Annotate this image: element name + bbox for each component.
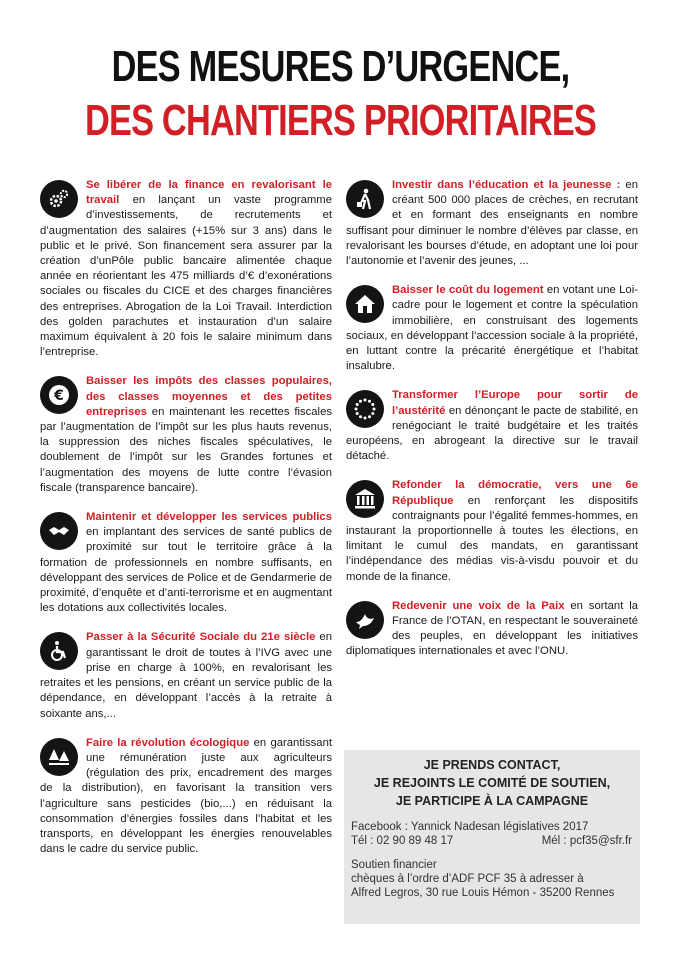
handshake-icon (40, 512, 78, 550)
contact-panel (344, 750, 640, 924)
measure-title: Refonder la démocratie, vers une 6e République (392, 479, 638, 507)
measure-text: en renforçant les dispositifs contraignants pour l’égalité femmes-hommes, en instaurant la proportionnelle à toutes les élections, en limitant le cumul des mandats, en garantissant l’indépendance des médias vis-à-visdu pouvoir et du monde de la finance. (346, 494, 638, 583)
email: Mél : pcf35@sfr.fr (541, 835, 632, 847)
measure-education (346, 178, 638, 269)
measure-text: en dénonçant le pacte de stabilité, en renégociant le traité budgétaire et les traités européens, en abrogeant la directive sur le travail détaché. (346, 404, 638, 463)
right-column (346, 178, 638, 674)
institution-icon (346, 480, 384, 518)
measure-text: en maintenant les recettes fiscales par l’augmentation de l’impôt sur les plus hauts revenus, la suppression des niches fiscales spéculatives, le doublement de l’impôt sur les Grandes fortunes et l’augmentation des moyens de lutte contre l’évasion fiscale (transparence bancaire). (40, 405, 332, 494)
trees-icon (40, 738, 78, 776)
contact-heading-2: JE REJOINTS LE COMITÉ DE SOUTIEN, (373, 776, 611, 790)
phone-mail-row (344, 834, 640, 848)
dove-icon (346, 601, 384, 639)
measure-finance (40, 178, 332, 360)
gears-icon (40, 180, 78, 218)
measure-text: en garantissant le droit de toutes à l’IVG avec une prise en charge à 100%, en revalorisant les retraites et les pensions, en créant un service public de la dépendance, en développant l’accès à la retraite à soixante ans,... (40, 631, 332, 720)
measure-text: en créant 500 000 places de crèches, en recrutant et en formant des enseignants en nombre suffisant pour diminuer le nombre d’élèves par classe, en revalorisant les bourses d’étude, en adoptant une loi pour l’autonomie et l’avenir des jeunes, ... (346, 179, 638, 268)
measure-title: Se libérer de la finance en revalorisant le travail (86, 179, 332, 207)
measure-text: en garantissant une rémunération juste aux agriculteurs (régulation des prix, encadrement des marges de la distribution), en favorisant la transition vers l’agriculture sans pesticides (bio,...) en réduisant la consommation d’énergies fossiles dans l’habitat et les transports, en développant les énergies renouvelables dans le cadre du service public. (40, 736, 332, 856)
measure-text: en lançant un vaste programme d’investissements, de recrutements et d’augmentation des salaires (+15% sur 3 ans) dans le public et le privé. Son financement sera assurer par la création d’unPôle public bancaire alimentée chaque année en réorientant les 475 milliards d’€ d’exonérations sociales ou fiscales du CICE et des charges financières des entreprises. Abrogation de la Loi Travail. Interdiction des golden parachutes et instauration d’un salaire maximum équivalent à 20 fois le salaire minimum dans l’entreprise. (40, 194, 332, 359)
measure-peace (346, 599, 638, 660)
house-icon (346, 285, 384, 323)
donation-heading: Soutien financier (351, 859, 437, 871)
student-icon (346, 180, 384, 218)
measure-social-security (40, 630, 332, 721)
phone: Tél : 02 90 89 48 17 (351, 835, 454, 847)
measure-title: Passer à la Sécurité Sociale du 21e siècle (86, 631, 316, 644)
contact-heading-3: JE PARTICIPE À LA CAMPAGNE (395, 794, 589, 808)
wheelchair-icon (40, 632, 78, 670)
measure-title: Faire la révolution écologique (86, 736, 250, 749)
donation-instructions: chèques à l’ordre d’ADF PCF 35 à adresser à (351, 873, 584, 885)
euro-icon (40, 376, 78, 414)
measure-text: en implantant des services de santé publics de proximité sur tout le territoire grâce à la formation de professionnels en nombre suffisants, en développant des services de Police et de Gendarmerie de proximité, d’enquête et d’anti-terrorisme et en augmentant les dotations aux collectivités locales. (40, 526, 332, 615)
left-column (40, 178, 332, 871)
measure-title: Redevenir une voix de la Paix (392, 599, 565, 612)
measure-title: Baisser les impôts des classes populaires, des classes moyennes et des petites entreprises (86, 375, 332, 418)
measure-public-services (40, 510, 332, 616)
measure-text: en sortant la France de l’OTAN, en respectant le souveraineté des peuples, en développant les initiatives diplomatiques internationales et avec l’ONU. (346, 599, 638, 658)
headline-line-1: DES MESURES D’URGENCE, (111, 42, 570, 91)
eu-stars-icon (346, 390, 384, 428)
measure-housing (346, 283, 638, 374)
headline-line-2: DES CHANTIERS PRIORITAIRES (84, 96, 597, 145)
measure-title: Transformer l’Europe pour sortir de l’austérité (392, 389, 638, 417)
measure-title: Maintenir et développer les services publics (86, 511, 332, 524)
measure-ecology (40, 736, 332, 858)
measure-title: Baisser le coût du logement (392, 284, 544, 297)
contact-heading (344, 750, 640, 810)
measure-europe (346, 388, 638, 464)
donation-address: Alfred Legros, 30 rue Louis Hémon - 35200 Rennes (351, 887, 615, 899)
svg-text:€: € (54, 388, 64, 405)
measure-taxes (40, 374, 332, 496)
measure-democracy (346, 478, 638, 584)
measure-text: en votant une Loi-cadre pour le logement et contre la spéculation immobilière, en construisant des logements sociaux, en développant l’accession sociale à la propriété, en luttant contre la précarité énergétique et l’habitat insalubre. (346, 284, 638, 373)
measure-title: Investir dans l’éducation et la jeunesse : (392, 179, 621, 191)
facebook-line: Facebook : Yannick Nadesan législatives 2017 (351, 821, 589, 833)
contact-heading-1: JE PRENDS CONTACT, (423, 758, 561, 772)
